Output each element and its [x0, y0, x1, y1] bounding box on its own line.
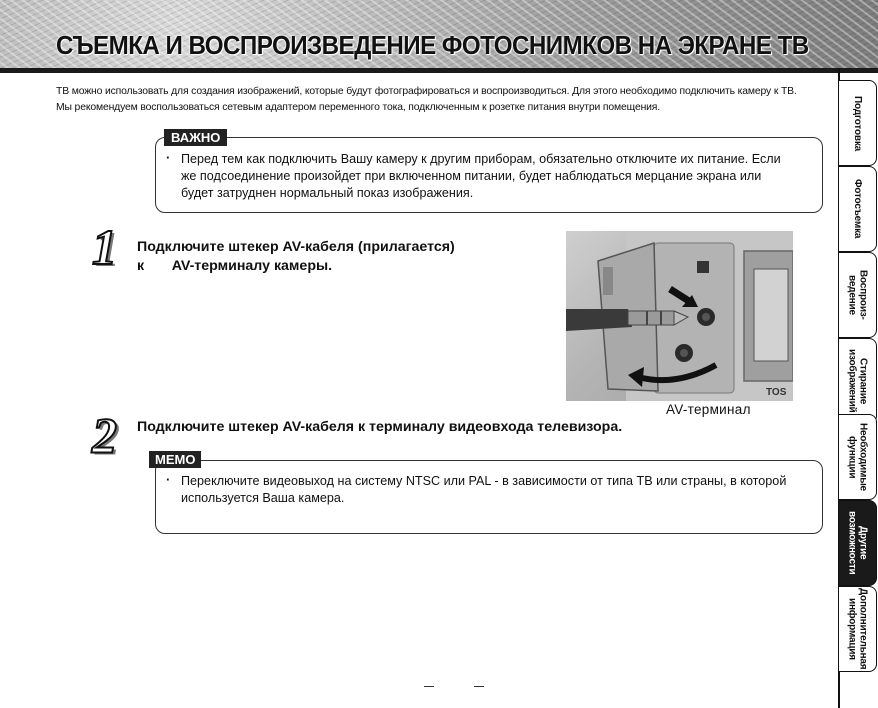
tab-preparation[interactable] — [839, 80, 877, 166]
step-2-number: 2 — [92, 407, 117, 463]
memo-text — [181, 473, 811, 507]
memo-line-1: Переключите видеовыход на систему NTSC или PAL - в зависимости от типа ТВ или страны, в которой — [181, 474, 787, 488]
tab-label: Необходимые функции — [846, 423, 869, 491]
tab-photo-shooting[interactable] — [839, 166, 877, 252]
step-2-text: Подключите штекер AV-кабеля к терминалу видеовхода телевизора. — [137, 419, 623, 435]
important-line-2: же подсоединение произойдет при включенном питании, будет наблюдаться мерцание экрана или — [181, 169, 762, 183]
tab-label: Другие возможности — [846, 511, 869, 575]
step-1-line-1: Подключите штекер AV-кабеля (прилагается) — [137, 239, 455, 255]
intro-line-2: Мы рекомендуем воспользоваться сетевым адаптером переменного тока, подключенным к розетке питания внутри помещения. — [56, 102, 661, 113]
memo-bullet: · — [166, 472, 171, 487]
header-rule — [0, 68, 878, 73]
step-1-number: 1 — [92, 219, 117, 275]
photo-caption: AV-терминал — [666, 402, 751, 417]
tab-necessary-functions[interactable] — [839, 414, 877, 500]
important-bullet: · — [166, 150, 171, 165]
header-banner — [0, 0, 878, 72]
important-line-1: Перед тем как подключить Вашу камеру к другим приборам, обязательно отключите их питание. Если — [181, 152, 781, 166]
important-label: ВАЖНО — [164, 129, 227, 146]
tab-playback[interactable] — [839, 252, 877, 338]
tab-label: Подготовка — [852, 95, 863, 151]
memo-line-2: используется Ваша камера. — [181, 491, 345, 505]
tab-label: Дополнительная информация — [846, 588, 869, 670]
camera-brand-text: TOS — [766, 387, 787, 398]
page-number-marks — [404, 680, 504, 692]
tab-additional-info[interactable] — [839, 586, 877, 672]
memo-label: MEMO — [149, 451, 201, 468]
important-line-3: будет затруднен нормальный показ изображения. — [181, 186, 474, 200]
camera-illustration — [566, 231, 793, 401]
tab-label: Стирание изображений — [846, 349, 869, 413]
tab-label: Воспроиз- ведение — [846, 270, 869, 320]
intro-text — [56, 84, 826, 116]
page-title: СЪЕМКА И ВОСПРОИЗВЕДЕНИЕ ФОТОСНИМКОВ НА ЭКРАНЕ ТВ — [56, 30, 809, 60]
av-terminal-photo — [566, 231, 793, 401]
important-text — [181, 151, 811, 202]
tab-other-features[interactable] — [839, 500, 877, 586]
tab-label: Фотосъемка — [852, 179, 863, 239]
intro-line-1: ТВ можно использовать для создания изображений, которые будут фотографироваться и воспроизводиться. Для этого необходимо подключить камеру к ТВ. — [56, 86, 797, 97]
step-1-line-2: к AV-терминалу камеры. — [137, 258, 333, 274]
tab-erasing-images[interactable] — [839, 338, 877, 424]
step-1-text — [137, 238, 557, 276]
